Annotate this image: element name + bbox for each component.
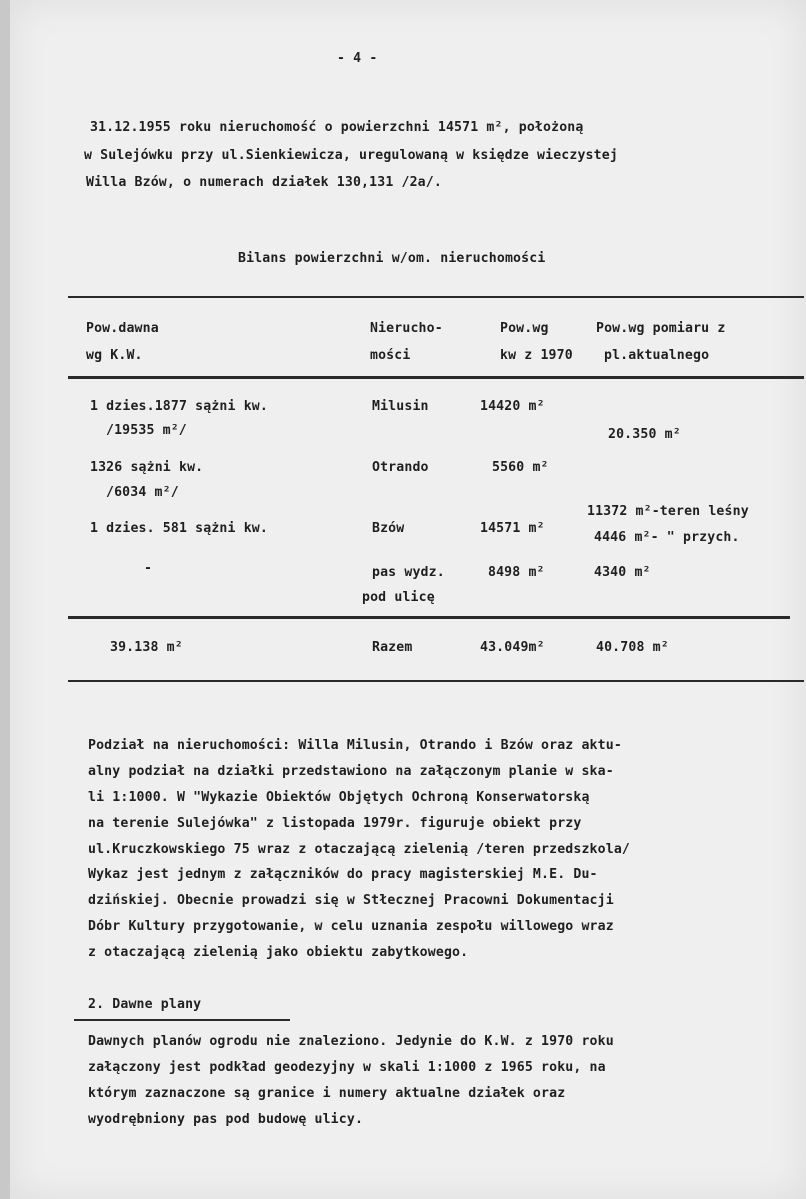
table-bottom-rule bbox=[68, 680, 804, 682]
row4-c2-l2: pod ulicę bbox=[362, 590, 435, 605]
para-line-9: z otaczającą zielenią jako obiektu zabytkowego. bbox=[88, 945, 469, 960]
row3-c2: Bzów bbox=[372, 521, 405, 536]
table-top-rule bbox=[68, 296, 804, 298]
para-line-8: Dóbr Kultury przygotowanie, w celu uznania zespołu willowego wraz bbox=[88, 919, 614, 934]
para-line-7: dzińskiej. Obecnie prowadzi się w Stłecznej Pracowni Dokumentacji bbox=[88, 893, 614, 908]
document-page bbox=[10, 0, 806, 1199]
row4-c4: 4340 m² bbox=[594, 565, 651, 580]
row3-c3: 14571 m² bbox=[480, 521, 545, 536]
section-line-2: załączony jest podkład geodezyjny w skali 1:1000 z 1965 roku, na bbox=[88, 1060, 606, 1075]
total-c3: 43.049m² bbox=[480, 640, 545, 655]
header-col1-l1: Pow.dawna bbox=[86, 321, 159, 336]
para-line-1: Podział na nieruchomości: Willa Milusin, Otrando i Bzów oraz aktu- bbox=[88, 738, 622, 753]
total-c4: 40.708 m² bbox=[596, 640, 669, 655]
header-col4-l2: pl.aktualnego bbox=[604, 348, 710, 363]
row3-c4-l2: 4446 m²- " przych. bbox=[594, 530, 740, 545]
page-edge bbox=[0, 0, 10, 1199]
intro-line-1: 31.12.1955 roku nieruchomość o powierzchni 14571 m², położoną bbox=[90, 120, 584, 135]
page-number: - 4 - bbox=[337, 51, 378, 66]
intro-line-2: w Sulejówku przy ul.Sienkiewicza, uregulowaną w księdze wieczystej bbox=[84, 148, 618, 163]
row4-c3: 8498 m² bbox=[488, 565, 545, 580]
row1-c1-l1: 1 dzies.1877 sążni kw. bbox=[90, 399, 268, 414]
row1-c1-l2: /19535 m²/ bbox=[106, 423, 187, 438]
table-body-rule bbox=[68, 616, 790, 619]
row2-c1-l2: /6034 m²/ bbox=[106, 485, 179, 500]
row1-c3: 14420 m² bbox=[480, 399, 545, 414]
row4-c2-l1: pas wydz. bbox=[372, 565, 445, 580]
section-heading: 2. Dawne plany bbox=[88, 997, 202, 1012]
table-title: Bilans powierzchni w/om. nieruchomości bbox=[238, 251, 546, 266]
row2-c3: 5560 m² bbox=[492, 460, 549, 475]
header-col1-l2: wg K.W. bbox=[86, 348, 143, 363]
header-col3-l1: Pow.wg bbox=[500, 321, 549, 336]
total-c2: Razem bbox=[372, 640, 413, 655]
row3-c1: 1 dzies. 581 sążni kw. bbox=[90, 521, 268, 536]
row2-c1-l1: 1326 sążni kw. bbox=[90, 460, 204, 475]
header-col2-l2: mości bbox=[370, 348, 411, 363]
table-header-rule bbox=[68, 376, 804, 379]
header-col4-l1: Pow.wg pomiaru z bbox=[596, 321, 726, 336]
row4-c1: - bbox=[144, 561, 153, 576]
section-line-1: Dawnych planów ogrodu nie znaleziono. Jedynie do K.W. z 1970 roku bbox=[88, 1034, 614, 1049]
section-line-4: wyodrębniony pas pod budowę ulicy. bbox=[88, 1112, 364, 1127]
para-line-4: na terenie Sulejówka" z listopada 1979r. figuruje obiekt przy bbox=[88, 816, 582, 831]
section-heading-underline bbox=[74, 1019, 290, 1021]
intro-line-3: Willa Bzów, o numerach działek 130,131 /2a/. bbox=[86, 175, 442, 190]
header-col2-l1: Nierucho- bbox=[370, 321, 443, 336]
para-line-5: ul.Kruczkowskiego 75 wraz z otaczającą zielenią /teren przedszkola/ bbox=[88, 842, 630, 857]
row2-c2: Otrando bbox=[372, 460, 429, 475]
para-line-3: li 1:1000. W "Wykazie Obiektów Objętych Ochroną Konserwatorską bbox=[88, 790, 590, 805]
para-line-2: alny podział na działki przedstawiono na załączonym planie w ska- bbox=[88, 764, 614, 779]
row3-c4-l1: 11372 m²-teren leśny bbox=[587, 504, 749, 519]
total-c1: 39.138 m² bbox=[110, 640, 183, 655]
section-line-3: którym zaznaczone są granice i numery aktualne działek oraz bbox=[88, 1086, 566, 1101]
header-col3-l2: kw z 1970 bbox=[500, 348, 573, 363]
row1-c4: 20.350 m² bbox=[608, 427, 681, 442]
para-line-6: Wykaz jest jednym z załączników do pracy magisterskiej M.E. Du- bbox=[88, 867, 598, 882]
row1-c2: Milusin bbox=[372, 399, 429, 414]
